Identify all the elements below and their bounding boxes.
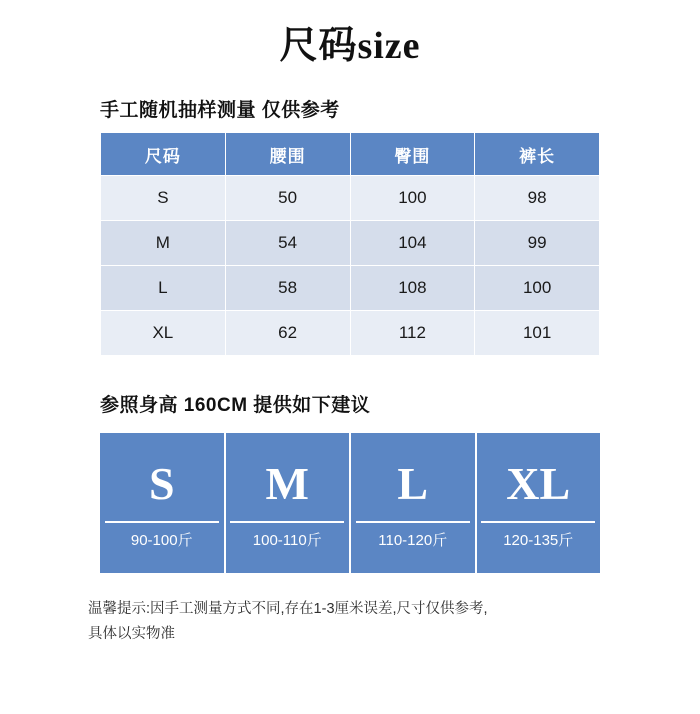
column-header-length: 裤长 bbox=[475, 133, 600, 176]
size-chart-page bbox=[0, 14, 700, 714]
weight-band-cell-xl bbox=[477, 433, 601, 573]
footer-note-line-1: 温馨提示:因手工测量方式不同,存在1-3厘米误差,尺寸仅供参考, bbox=[88, 601, 488, 617]
size-table bbox=[100, 132, 600, 356]
cell-waist: 58 bbox=[225, 266, 350, 311]
band-size-label: S bbox=[148, 457, 175, 509]
band-size-label: XL bbox=[506, 457, 571, 509]
cell-hip: 112 bbox=[350, 311, 475, 356]
measurement-note: 手工随机抽样测量 仅供参考 bbox=[100, 100, 340, 121]
footer-note-line-2: 具体以实物准 bbox=[88, 626, 175, 643]
page-title: 尺码size bbox=[279, 25, 421, 67]
column-header-size: 尺码 bbox=[101, 133, 226, 176]
table-row bbox=[101, 311, 600, 356]
band-size-label: L bbox=[397, 457, 429, 509]
size-table-head bbox=[101, 133, 600, 176]
footer-note bbox=[88, 597, 628, 648]
band-weight-range: 90-100斤 bbox=[105, 521, 219, 550]
band-weight-range: 100-110斤 bbox=[230, 521, 344, 550]
cell-length: 99 bbox=[475, 221, 600, 266]
weight-band-cell-s bbox=[100, 433, 226, 573]
cell-waist: 54 bbox=[225, 221, 350, 266]
cell-size: L bbox=[101, 266, 226, 311]
cell-size: S bbox=[101, 176, 226, 221]
height-advice-heading: 参照身高 160CM 提供如下建议 bbox=[100, 395, 371, 416]
table-row bbox=[101, 266, 600, 311]
cell-size: M bbox=[101, 221, 226, 266]
cell-hip: 100 bbox=[350, 176, 475, 221]
size-table-body bbox=[101, 176, 600, 356]
table-row bbox=[101, 176, 600, 221]
weight-band-cell-m bbox=[226, 433, 352, 573]
band-weight-range: 110-120斤 bbox=[356, 521, 470, 550]
cell-length: 101 bbox=[475, 311, 600, 356]
cell-size: XL bbox=[101, 311, 226, 356]
weight-band-cell-l bbox=[351, 433, 477, 573]
cell-waist: 50 bbox=[225, 176, 350, 221]
column-header-waist: 腰围 bbox=[225, 133, 350, 176]
cell-hip: 108 bbox=[350, 266, 475, 311]
cell-length: 100 bbox=[475, 266, 600, 311]
cell-length: 98 bbox=[475, 176, 600, 221]
size-table-container bbox=[100, 132, 600, 356]
table-row bbox=[101, 221, 600, 266]
weight-range-band bbox=[100, 433, 600, 573]
cell-waist: 62 bbox=[225, 311, 350, 356]
cell-hip: 104 bbox=[350, 221, 475, 266]
table-header-row bbox=[101, 133, 600, 176]
column-header-hip: 臀围 bbox=[350, 133, 475, 176]
band-weight-range: 120-135斤 bbox=[481, 521, 595, 550]
band-size-label: M bbox=[265, 457, 309, 509]
